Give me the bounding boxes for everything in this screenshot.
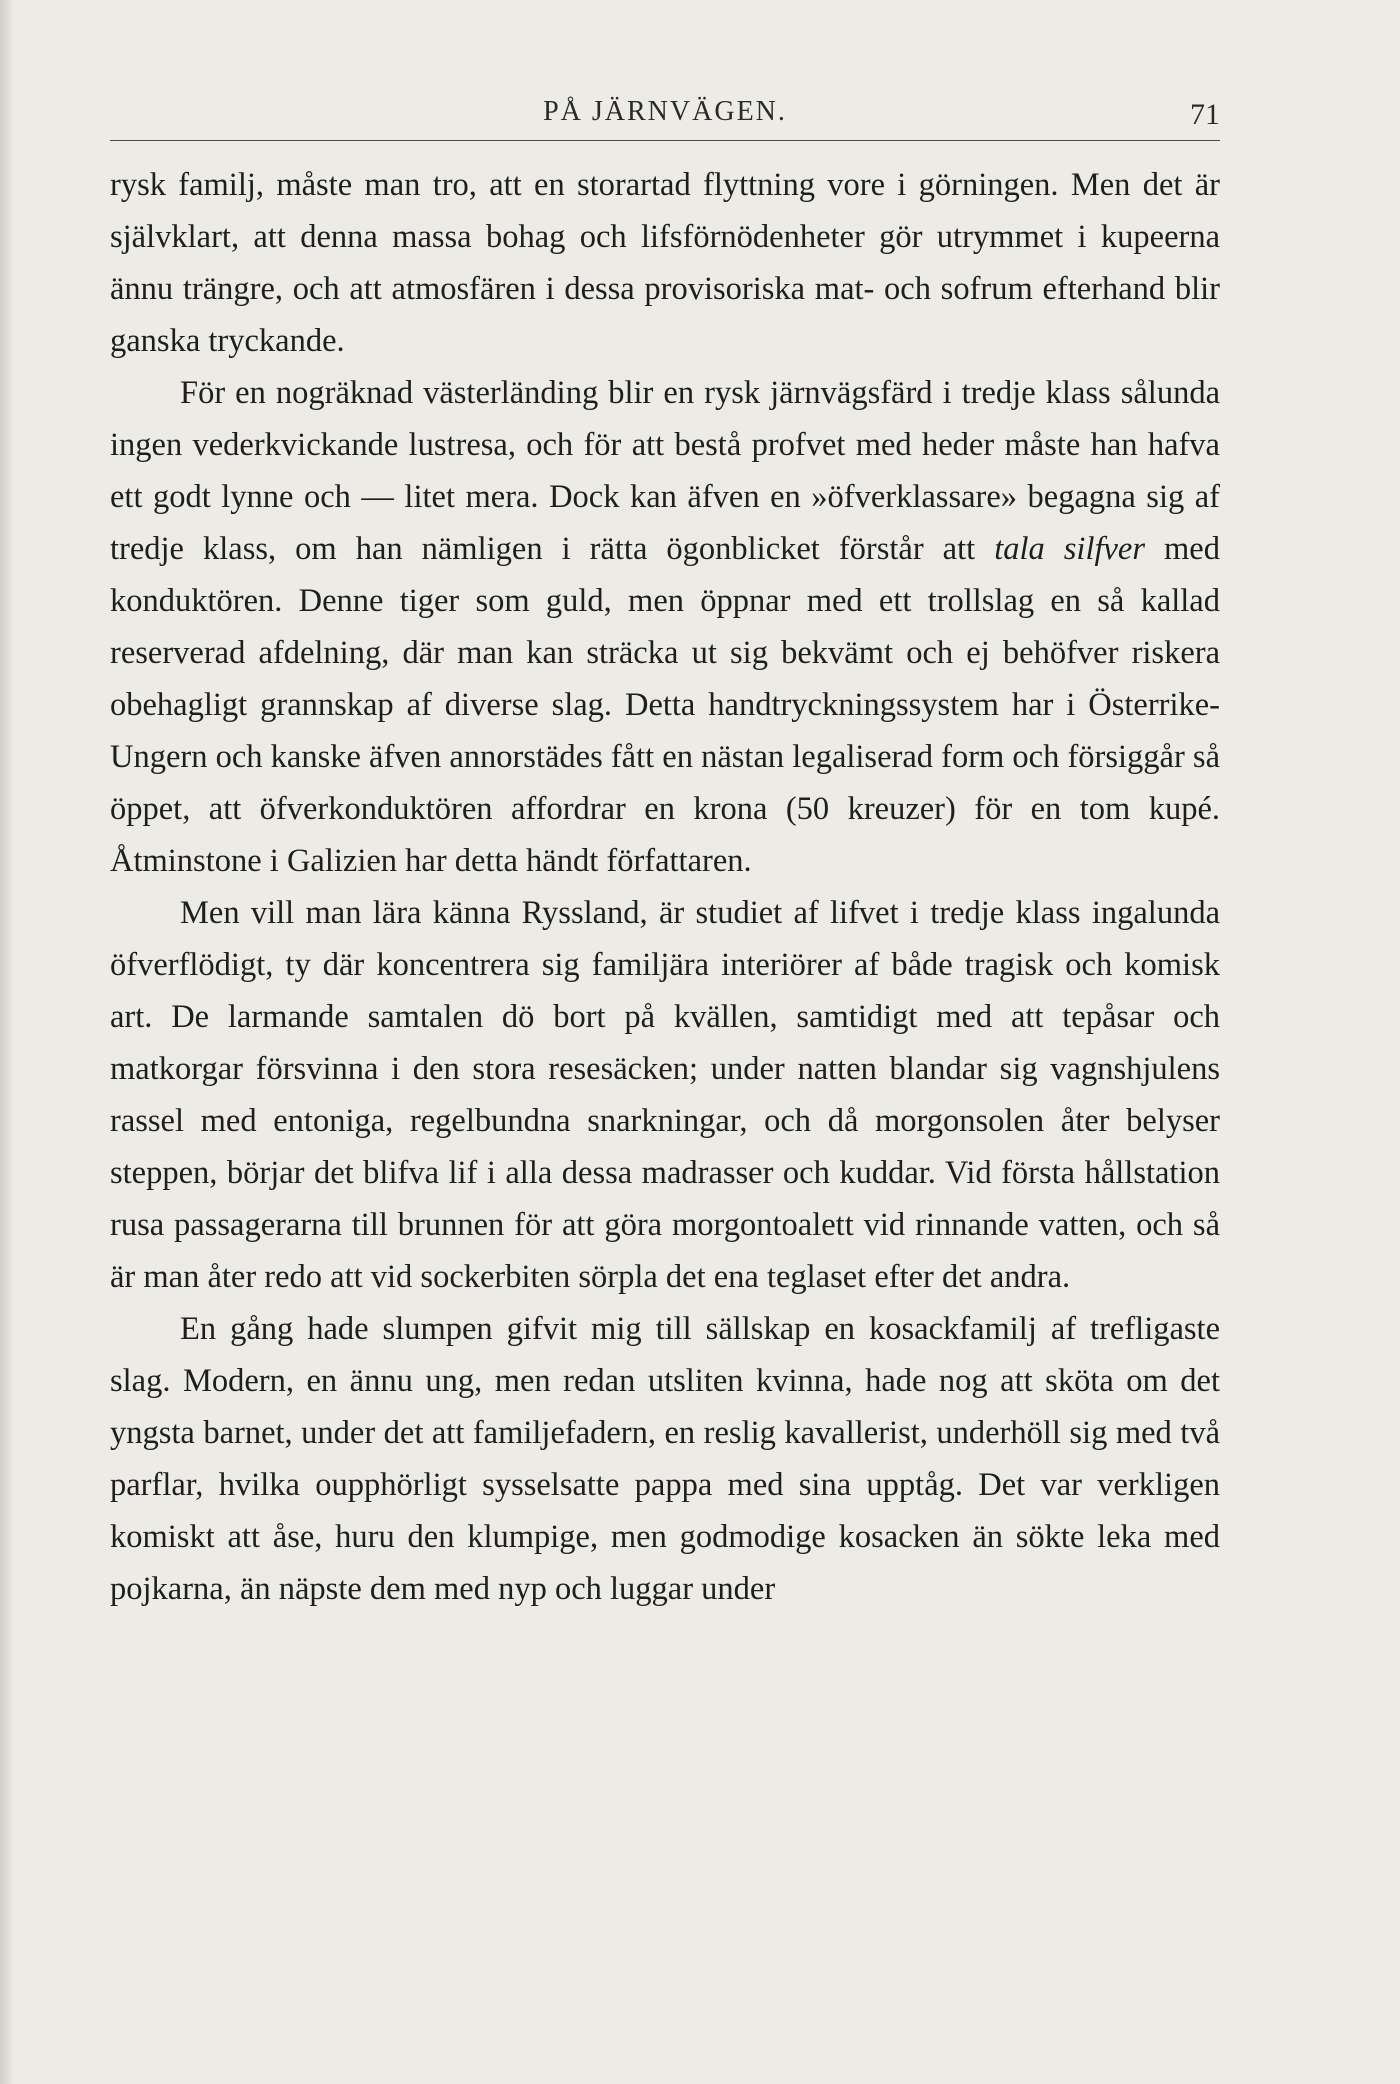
paragraph-text: För en nogräknad västerländing blir en rysk järnvägsfärd i tredje klass sålunda ingen vederkvickande lustresa, och för att bestå profvet med heder måste han hafva ett godt lynne och — litet mera. Dock kan äfven en »öfverklassare» begagna sig af tredje klass, om han nämligen i rätta ögonblicket förstår att: [110, 375, 1220, 567]
paragraph: [110, 367, 1220, 887]
paragraph-continued: rysk familj, måste man tro, att en storartad flyttning vore i görningen. Men det är självklart, att denna massa bohag och lifsförnödenheter gör utrymmet i kupeerna ännu trängre, och att atmosfären i dessa provisoriska mat- och sofrum efterhand blir ganska tryckande.: [110, 167, 1220, 359]
page-header: [110, 90, 1220, 141]
paragraph: Men vill man lära känna Ryssland, är studiet af lifvet i tredje klass ingalunda öfverflödigt, ty där koncentrera sig familjära interiörer af både tragisk och komisk art. De larmande samtalen dö bort på kvällen, samtidigt med att tepåsar och matkorgar försvinna i den stora resesäcken; under natten blandar sig vagnshjulens rassel med entoniga, regelbundna snarkningar, och då morgonsolen åter belyser steppen, börjar det blifva lif i alla dessa madrasser och kuddar. Vid första hållstation rusa passagerarna till brunnen för att göra morgontoalett vid rinnande vatten, och så är man åter redo att vid sockerbiten sörpla det ena teglaset efter det andra.: [110, 895, 1220, 1295]
page-edge-shadow: [0, 0, 14, 2084]
paragraph: En gång hade slumpen gifvit mig till sällskap en kosackfamilj af trefligaste slag. Modern, en ännu ung, men redan utsliten kvinna, hade nog att sköta om det yngsta barnet, under det att familjefadern, en reslig kavallerist, underhöll sig med två parflar, hvilka oupphörligt sysselsatte pappa med sina upptåg. Det var verkligen komiskt att åse, huru den klumpige, men godmodige kosacken än sökte leka med pojkarna, än näpste dem med nyp och luggar under: [110, 1311, 1220, 1607]
book-page: [110, 90, 1220, 1615]
page-number: 71: [1190, 98, 1220, 131]
paragraph-text: med konduktören. Denne tiger som guld, men öppnar med ett trollslag en så kallad reserverad afdelning, där man kan sträcka ut sig bekvämt och ej behöfver riskera obehagligt grannskap af diverse slag. Detta handtryckningssystem har i Österrike-Ungern och kanske äfven annorstädes fått en nästan legaliserad form och försiggår så öppet, att öfverkonduktören affordrar en krona (50 kreuzer) för en tom kupé. Åtminstone i Galizien har detta händt författaren.: [110, 531, 1220, 879]
running-head: PÅ JÄRNVÄGEN.: [543, 96, 787, 127]
body-text: [110, 159, 1220, 1615]
italic-phrase: tala silfver: [994, 531, 1145, 567]
